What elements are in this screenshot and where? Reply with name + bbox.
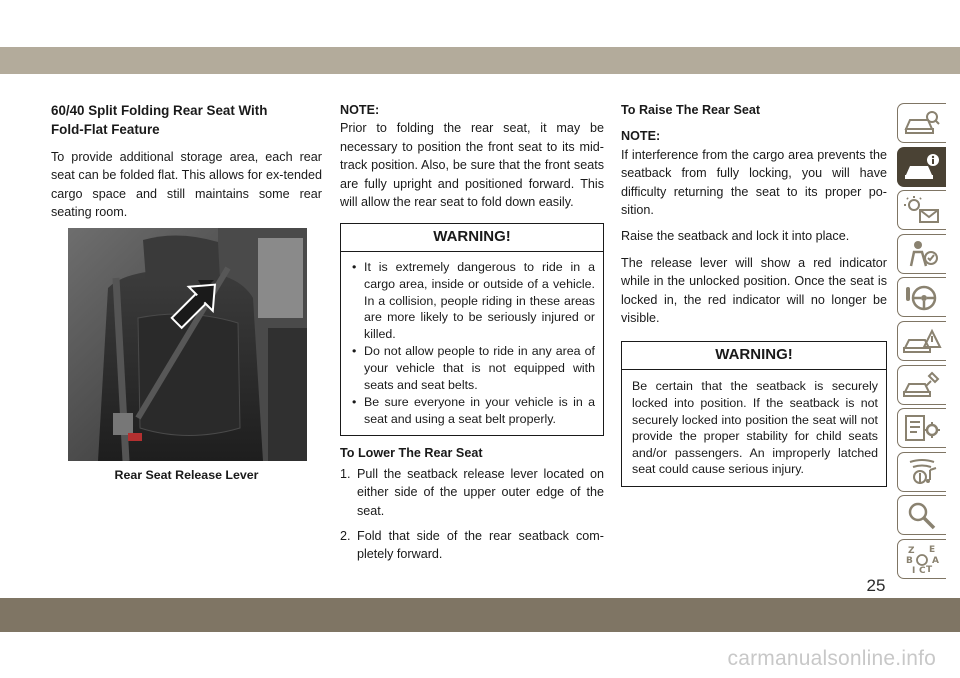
note-label: NOTE:: [621, 129, 661, 144]
svg-text:C: C: [919, 565, 926, 575]
note-label: NOTE:: [340, 103, 380, 117]
column-2: [340, 101, 604, 571]
header-band: [0, 47, 960, 74]
safety-person-icon: [902, 238, 942, 270]
column-1: [51, 101, 322, 484]
tab-multimedia[interactable]: [897, 452, 946, 492]
car-service-icon: [902, 369, 942, 401]
section-heading-line1: 60/40 Split Folding Rear Seat With: [51, 103, 268, 118]
lower-seat-heading: To Lower The Rear Seat: [340, 446, 483, 461]
svg-text:E: E: [929, 544, 936, 555]
warning-box-passengers: [340, 223, 604, 436]
svg-text:Z: Z: [908, 545, 915, 556]
watermark: carmanualsonline.info: [727, 647, 936, 670]
emergency-car-icon: [902, 325, 942, 357]
tab-warning-lights[interactable]: [897, 190, 946, 230]
indicator-paragraph: The release lever will show a red indicator while in the unlocked position. Once the seat is locked in, the red indicator will no longer be visible.: [621, 255, 887, 326]
tab-car-inspect[interactable]: [897, 103, 946, 143]
svg-text:A: A: [932, 555, 939, 566]
rear-seat-photo: [68, 228, 307, 461]
tab-servicing[interactable]: [897, 365, 946, 405]
note-text: If interference from the cargo area prevents the seatback from fully locking, you will have difficulty returning the seat to its proper po-sition.: [621, 147, 887, 218]
warning-bullet: • It is extremely dangerous to ride in a cargo area, inside or outside of a vehicle. In a collision, people riding in these areas are more likely to be seriously injured or killed.: [352, 260, 595, 341]
warning-lights-icon: [902, 194, 942, 226]
note-text: Prior to folding the rear seat, it may be necessary to position the front seat to its mid-track position. Also, be sure that the front seats are fully upright and positioned forward. This will allow the rear seat to fold down easily.: [340, 121, 604, 210]
warning-title: WARNING!: [341, 224, 603, 252]
index-icon: [902, 543, 942, 575]
tab-starting-operating[interactable]: [897, 277, 946, 317]
raise-instruction: Raise the seatback and lock it into place.: [621, 229, 850, 244]
warning-title: WARNING!: [622, 342, 886, 370]
warning-box-seatback: [621, 341, 887, 487]
footer-band: [0, 598, 960, 632]
tab-index[interactable]: [897, 539, 946, 579]
tab-specifications[interactable]: [897, 408, 946, 448]
svg-text:B: B: [906, 555, 913, 566]
raise-seat-heading: To Raise The Rear Seat: [621, 103, 761, 117]
car-info-icon: [902, 151, 942, 183]
multimedia-icon: [902, 456, 942, 488]
specifications-icon: [902, 412, 942, 444]
svg-text:I: I: [912, 565, 916, 575]
section-heading-line2: Fold-Flat Feature: [51, 122, 160, 137]
warning-text: Be certain that the seatback is securely locked into position. If the seatback is not securely locked into position the seat will not provide the proper stability for child seats and/or passengers. An improperly latched seat could cause serious injury.: [632, 379, 878, 477]
chapter-tabs: [897, 103, 946, 583]
lower-seat-steps: [340, 465, 604, 564]
steering-wheel-icon: [902, 281, 942, 313]
tab-car-info[interactable]: [897, 147, 946, 187]
figure-caption: Rear Seat Release Lever: [114, 467, 259, 482]
tab-index-search[interactable]: [897, 495, 946, 535]
step-item: 1. Pull the seatback release lever located on either side of the upper outer edge of the seat.: [340, 466, 604, 518]
page-number: 25: [866, 576, 886, 595]
warning-bullet: • Do not allow people to ride in any area of your vehicle that is not equipped with seats and seat belts.: [352, 344, 595, 392]
svg-text:T: T: [926, 564, 933, 575]
step-item: 2. Fold that side of the rear seatback com-pletely forward.: [340, 529, 604, 562]
column-3: [621, 101, 887, 495]
warning-bullet: • Be sure everyone in your vehicle is in a seat and using a seat belt properly.: [352, 395, 595, 426]
tab-emergency[interactable]: [897, 321, 946, 361]
search-icon: [902, 499, 942, 531]
tab-safety[interactable]: [897, 234, 946, 274]
intro-paragraph: To provide additional storage area, each rear seat can be folded flat. This allows for ex-tended cargo space and still maintains some rear seating room.: [51, 150, 322, 220]
car-inspect-icon: [902, 107, 942, 139]
